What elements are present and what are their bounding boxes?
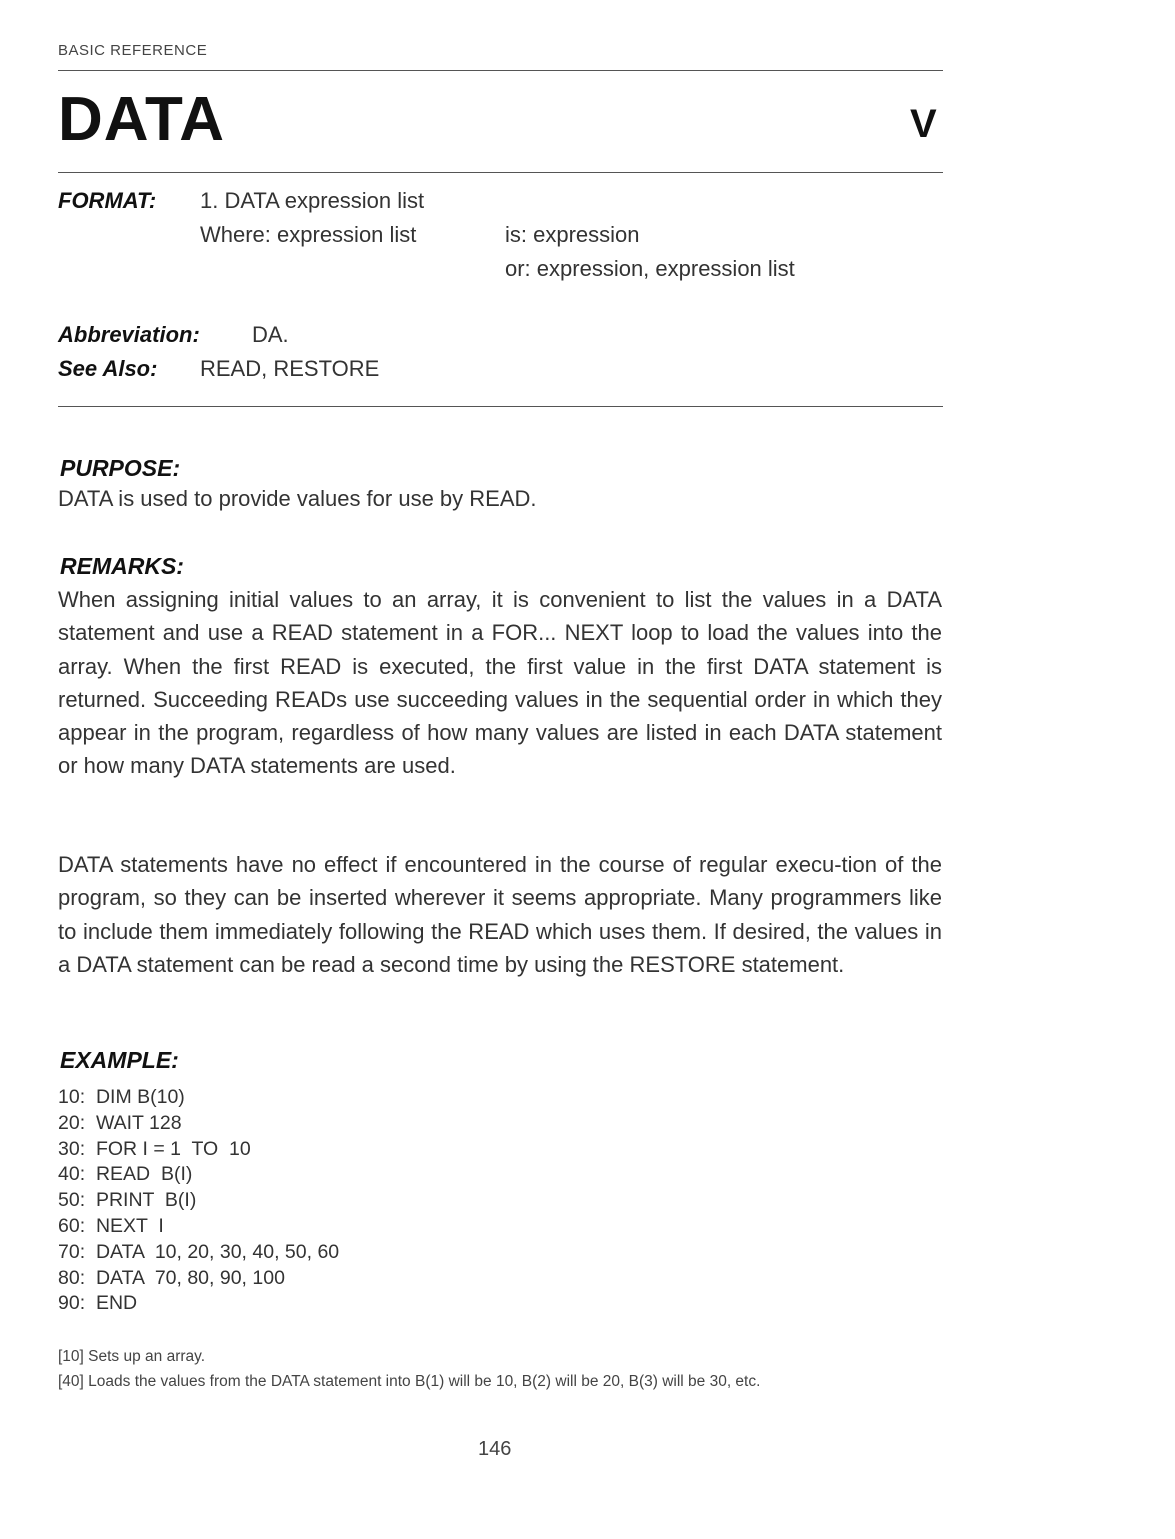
- remarks-paragraph: When assigning initial values to an array, it is convenient to list the values in a DATA statement and use a READ statement in a FOR... NEXT loop to load the values into the array. When the first READ is executed, the first value in the first DATA statement is returned. Succeeding READs use succeeding values in the sequential order in which they appear in the program, regardless of how many values are listed in each DATA statement or how many DATA statements are used.: [58, 587, 942, 779]
- format-label: FORMAT:: [58, 188, 157, 213]
- code-line: 40: READ B(I): [58, 1163, 193, 1186]
- example-note: [10] Sets up an array.: [58, 1348, 206, 1365]
- code-line: 60: NEXT I: [58, 1214, 164, 1237]
- purpose-text: DATA is used to provide values for use by READ.: [58, 486, 537, 511]
- format-or: or: expression, expression list: [505, 256, 795, 281]
- code-line: 80: DATA 70, 80, 90, 100: [58, 1266, 285, 1289]
- code-line: 10: DIM B(10): [58, 1086, 185, 1108]
- abbreviation-value: DA.: [252, 322, 289, 347]
- code-line: 30: FOR I = 1 TO 10: [58, 1137, 251, 1160]
- format-where: Where: expression list: [200, 222, 417, 247]
- format-syntax: 1. DATA expression list: [200, 188, 425, 213]
- page-number: 146: [478, 1438, 512, 1460]
- see-also-value: READ, RESTORE: [200, 356, 380, 381]
- example-note: [40] Loads the values from the DATA statement into B(1) will be 10, B(2) will be 20, B(3) will be 30, etc.: [58, 1373, 761, 1390]
- remarks-paragraph: DATA statements have no effect if encountered in the course of regular execu-tion of the program, so they can be inserted wherever it seems appropriate. Many programmers like to include them immediately following the READ which uses them. If desired, the values in a DATA statement can be read a second time by using the RESTORE statement.: [58, 852, 942, 977]
- title-divider: [58, 172, 943, 173]
- code-line: 50: PRINT B(I): [58, 1189, 197, 1212]
- header-divider: [58, 70, 943, 71]
- code-line: 20: WAIT 128: [58, 1111, 182, 1134]
- example-heading: EXAMPLE:: [60, 1047, 179, 1073]
- abbreviation-label: Abbreviation:: [58, 322, 200, 347]
- section-label: BASIC REFERENCE: [58, 42, 208, 59]
- purpose-heading: PURPOSE:: [60, 455, 181, 481]
- statement-type-code: V: [910, 102, 937, 146]
- reference-divider: [58, 406, 943, 407]
- format-is: is: expression: [505, 222, 640, 247]
- example-code-listing: [58, 1085, 339, 1317]
- code-line: 70: DATA 10, 20, 30, 40, 50, 60: [58, 1240, 340, 1263]
- page-title: DATA: [58, 85, 225, 154]
- code-line: 90: END: [58, 1292, 138, 1315]
- see-also-label: See Also:: [58, 356, 158, 381]
- remarks-heading: REMARKS:: [60, 553, 184, 579]
